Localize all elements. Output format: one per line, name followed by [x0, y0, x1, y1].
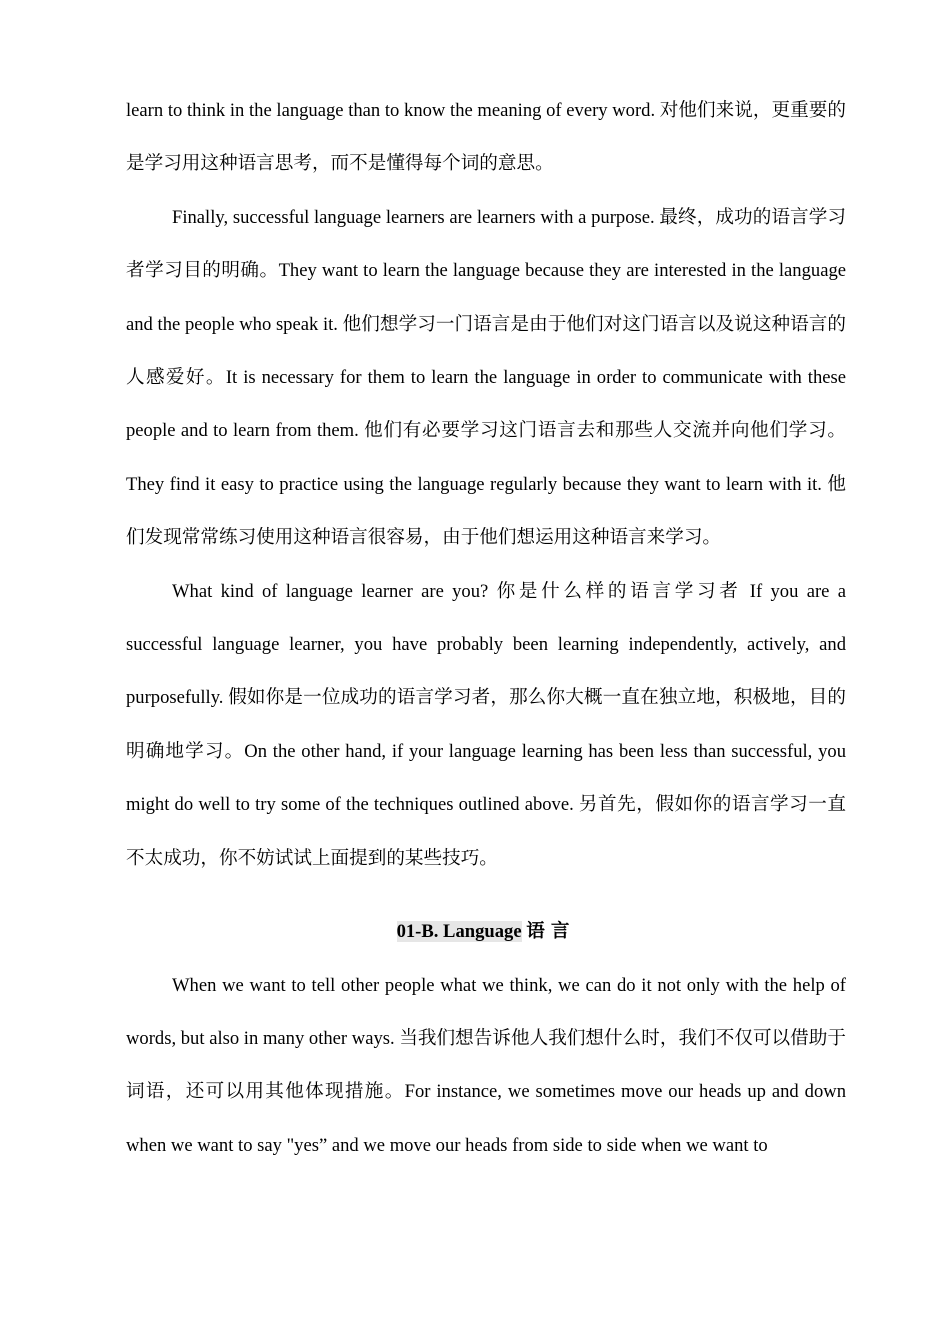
paragraph-purpose: Finally, successful language learners are learners with a purpose. 最终，成功的语言学习者学习目的明确。They want to learn the language because they are interested in the language and the people who speak it. 他们想学习一门语言是由于他们对这门语言以及说这种语言的人感爱好。It is necessary for them to learn the language in order to communicate with these people and to learn from them. 他们有必要学习这门语言去和那些人交流并向他们学习。They find it easy to practice using the language regularly because they want to learn with it. 他们发现常常练习使用这种语言很容易，由于他们想运用这种语言来学习。	[126, 206, 846, 549]
document-page	[126, 84, 846, 1172]
paragraph-what-kind: What kind of language learner are you? 你是什么样的语言学习者 If you are a successful language learner, you have probably been learning independently, actively, and purposefully. 假如你是一位成功的语言学习者，那么你大概一直在独立地，积极地，目的明确地学习。On the other hand, if your language learning has been less than successful, you might do well to try some of the techniques outlined above. 另首先，假如你的语言学习一直不太成功，你不妨试试上面提到的某些技巧。	[126, 580, 846, 869]
section-heading-chinese: 语言	[526, 921, 576, 943]
section-heading-english: 01-B. Language	[396, 921, 522, 943]
section-heading	[126, 905, 846, 958]
paragraph-continued: learn to think in the language than to know the meaning of every word. 对他们来说，更重要的是学习用这种语言思考，而不是懂得每个词的意思。	[126, 100, 846, 175]
paragraph-language-intro: When we want to tell other people what we think, we can do it not only with the help of words, but also in many other ways. 当我们想告诉他人我们想什么时，我们不仅可以借助于词语，还可以用其他体现措施。For instance, we sometimes move our heads up and down when we want to say "yes” and we move our heads from side to side when we want to	[126, 974, 846, 1156]
